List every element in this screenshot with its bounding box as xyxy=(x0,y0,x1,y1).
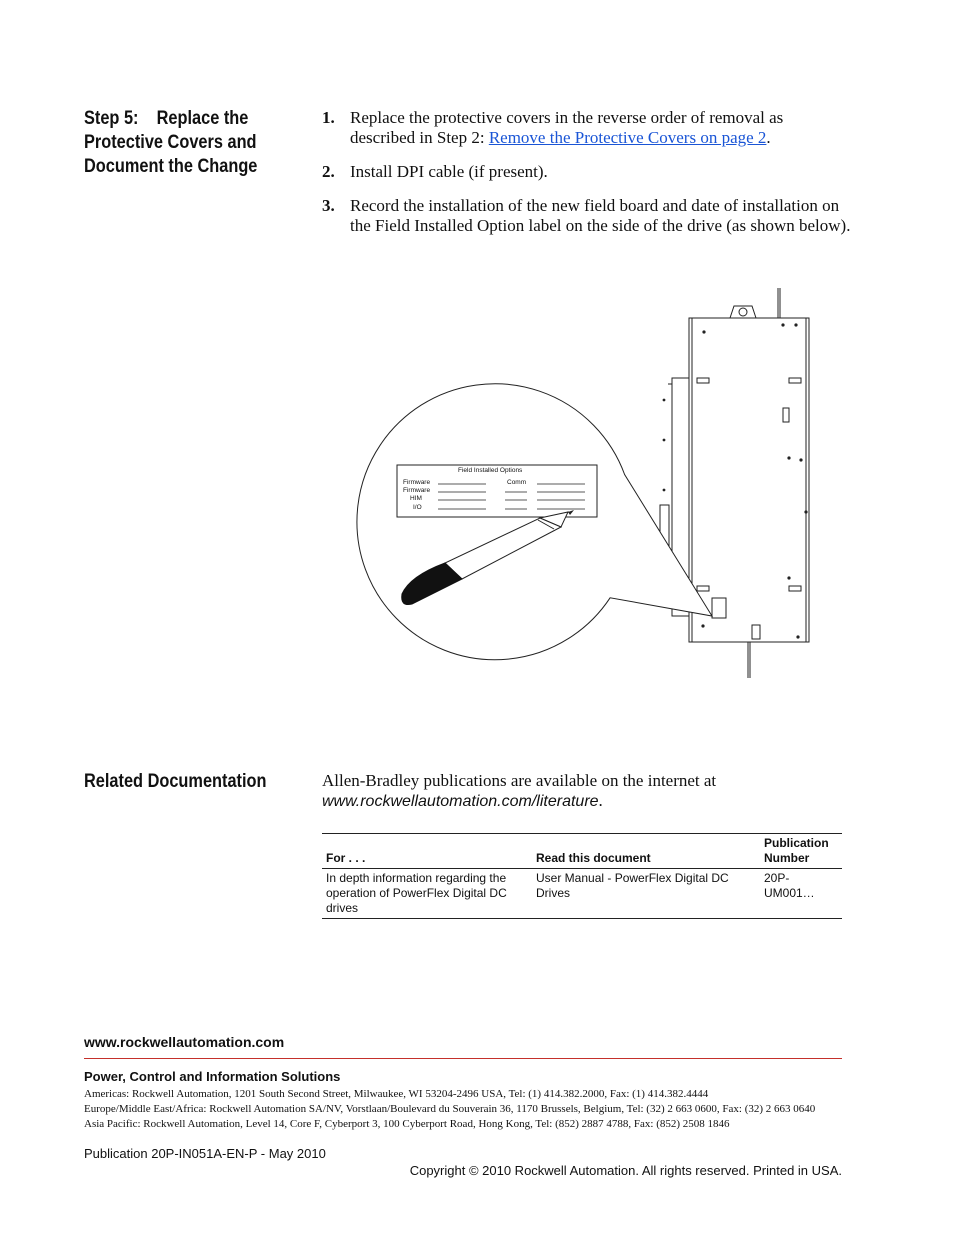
step-item-2 xyxy=(322,162,852,182)
step5-heading-line2: Protective Covers and xyxy=(84,132,257,153)
column-header-for: For . . . xyxy=(322,834,532,869)
literature-url[interactable]: www.rockwellautomation.com/literature xyxy=(322,793,599,810)
label-field-him: HIM xyxy=(410,495,422,502)
step-item-3 xyxy=(322,196,852,236)
step-number: 1. xyxy=(322,108,335,127)
address-emea: Europe/Middle East/Africa: Rockwell Automation SA/NV, Vorstlaan/Boulevard du Souverain 36, 1170 Brussels, Belgium, Tel: (32) 2 663 0600, Fax: (32) 2 663 0640 xyxy=(84,1103,816,1115)
column-header-publication: Publication Number xyxy=(760,834,842,869)
table-cell-for: In depth information regarding the operation of PowerFlex Digital DC drives xyxy=(322,869,532,919)
label-field-comm: Comm xyxy=(507,479,527,486)
step-item-1 xyxy=(322,108,852,148)
table-row xyxy=(322,869,842,919)
footer-website[interactable]: www.rockwellautomation.com xyxy=(84,1034,285,1050)
label-field-firmware-1: Firmware xyxy=(403,479,431,486)
step-number: 3. xyxy=(322,196,335,215)
step-text: Record the installation of the new field board and date of installation on the Field Installed Option label on the side of the drive (as shown below). xyxy=(350,196,851,235)
step-text-tail: . xyxy=(766,128,771,147)
footer-divider xyxy=(84,1058,842,1059)
table-cell-publication: 20P-UM001… xyxy=(760,869,842,919)
publications-table xyxy=(322,833,842,919)
step-number: 2. xyxy=(322,162,335,181)
remove-covers-link[interactable]: Remove the Protective Covers on page 2 xyxy=(488,128,767,147)
label-field-io: I/O xyxy=(413,504,422,511)
label-title: Field Installed Options xyxy=(458,467,523,474)
related-documentation-heading: Related Documentation xyxy=(84,771,267,792)
step5-heading xyxy=(84,107,257,179)
related-intro xyxy=(322,771,852,812)
drive-side-view xyxy=(660,288,809,678)
table-cell-document: User Manual - PowerFlex Digital DC Drives xyxy=(532,869,760,919)
column-header-document: Read this document xyxy=(532,834,760,869)
table-header-row xyxy=(322,834,842,869)
drive-label-illustration xyxy=(340,280,820,690)
address-asia-pacific: Asia Pacific: Rockwell Automation, Level 14, Core F, Cyberport 3, 100 Cyberport Road, Hong Kong, Tel: (852) 2887 4788, Fax: (852) 2508 1846 xyxy=(84,1118,730,1130)
step5-heading-line1: Step 5: Replace the xyxy=(84,108,249,129)
step5-instructions xyxy=(322,108,852,250)
step-text: Replace the protective covers in the reverse order of removal as described in Step 2: xyxy=(350,108,784,147)
address-americas: Americas: Rockwell Automation, 1201 South Second Street, Milwaukee, WI 53204-2496 USA, Tel: (1) 414.382.2000, Fax: (1) 414.382.4444 xyxy=(84,1088,709,1100)
literature-url-tail: . xyxy=(598,791,603,810)
related-intro-text: Allen-Bradley publications are available on the internet at xyxy=(322,771,717,790)
step-text: Install DPI cable (if present). xyxy=(350,162,548,181)
step5-heading-line3: Document the Change xyxy=(84,156,258,177)
publication-number: Publication 20P-IN051A-EN-P - May 2010 xyxy=(84,1146,326,1161)
footer-division: Power, Control and Information Solutions xyxy=(84,1069,341,1084)
copyright: Copyright © 2010 Rockwell Automation. All rights reserved. Printed in USA. xyxy=(409,1163,842,1178)
label-field-firmware-2: Firmware xyxy=(403,487,431,494)
